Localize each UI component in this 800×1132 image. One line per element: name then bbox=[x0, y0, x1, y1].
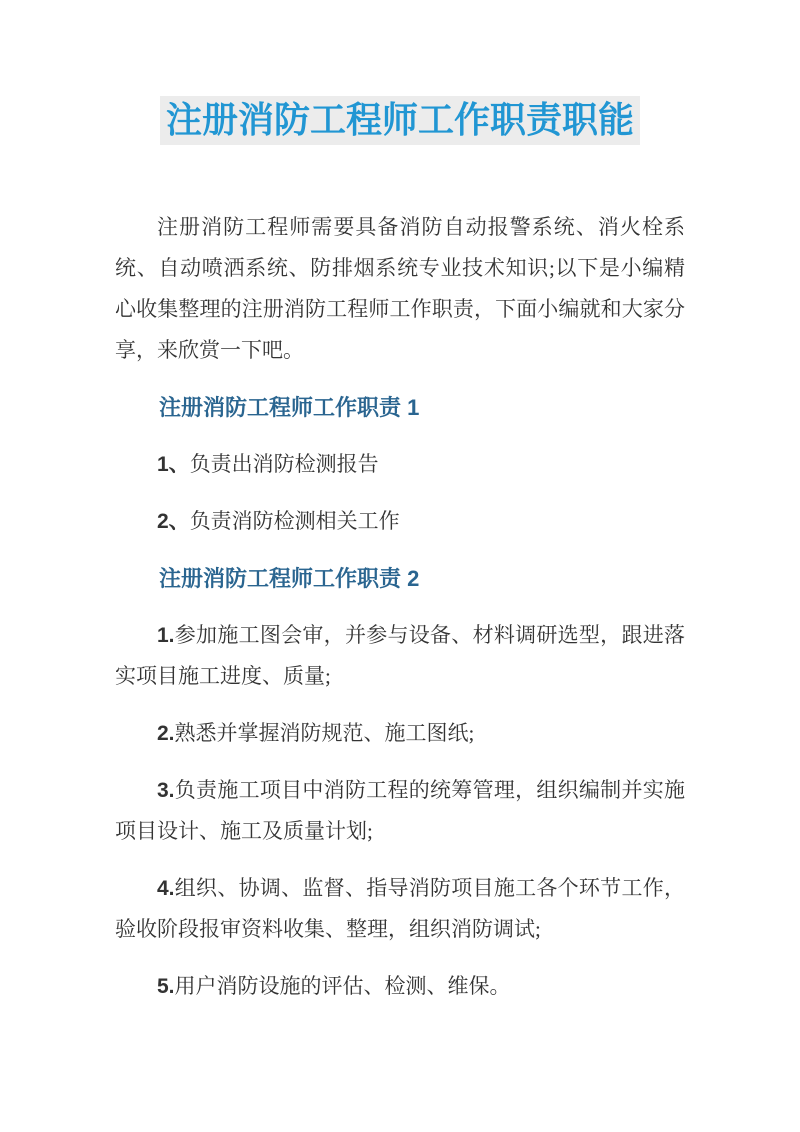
paragraph-text: 注册消防工程师需要具备消防自动报警系统、消火栓系统、自动喷洒系统、防排烟系统专业技术知识;以下是小编精心收集整理的注册消防工程师工作职责，下面小编就和大家分享，来欣赏一下吧。 bbox=[115, 215, 685, 362]
list-item bbox=[115, 868, 685, 950]
list-item-number: 2、 bbox=[157, 510, 190, 533]
list-item-text: 参加施工图会审，并参与设备、材料调研选型，跟进落实项目施工进度、质量; bbox=[115, 623, 685, 688]
list-item bbox=[115, 713, 685, 754]
list-item-text: 熟悉并掌握消防规范、施工图纸; bbox=[174, 721, 475, 745]
list-item-number: 1. bbox=[157, 624, 175, 647]
list-item-number: 2. bbox=[157, 722, 175, 745]
list-item-number: 3. bbox=[157, 779, 175, 802]
section-heading-1 bbox=[115, 387, 685, 428]
section-heading-text: 注册消防工程师工作职责 2 bbox=[159, 566, 420, 591]
list-item-text: 用户消防设施的评估、检测、维保。 bbox=[174, 974, 511, 998]
list-item bbox=[115, 770, 685, 852]
list-item-text: 负责消防检测相关工作 bbox=[189, 509, 400, 533]
document-title-highlight: 注册消防工程师工作职责职能 bbox=[160, 96, 640, 145]
section-heading-text: 注册消防工程师工作职责 1 bbox=[159, 395, 420, 420]
list-item-number: 1、 bbox=[157, 453, 190, 476]
intro-paragraph bbox=[115, 207, 685, 371]
document-title bbox=[115, 95, 685, 145]
list-item-number: 4. bbox=[157, 877, 175, 900]
section-heading-2 bbox=[115, 558, 685, 599]
list-item bbox=[115, 501, 685, 542]
list-item-text: 负责施工项目中消防工程的统筹管理，组织编制并实施项目设计、施工及质量计划; bbox=[115, 778, 685, 843]
list-item-text: 组织、协调、监督、指导消防项目施工各个环节工作，验收阶段报审资料收集、整理，组织消防调试; bbox=[115, 876, 685, 941]
list-item bbox=[115, 444, 685, 485]
list-item-text: 负责出消防检测报告 bbox=[189, 452, 379, 476]
list-item bbox=[115, 615, 685, 697]
list-item-number: 5. bbox=[157, 975, 175, 998]
list-item bbox=[115, 966, 685, 1007]
